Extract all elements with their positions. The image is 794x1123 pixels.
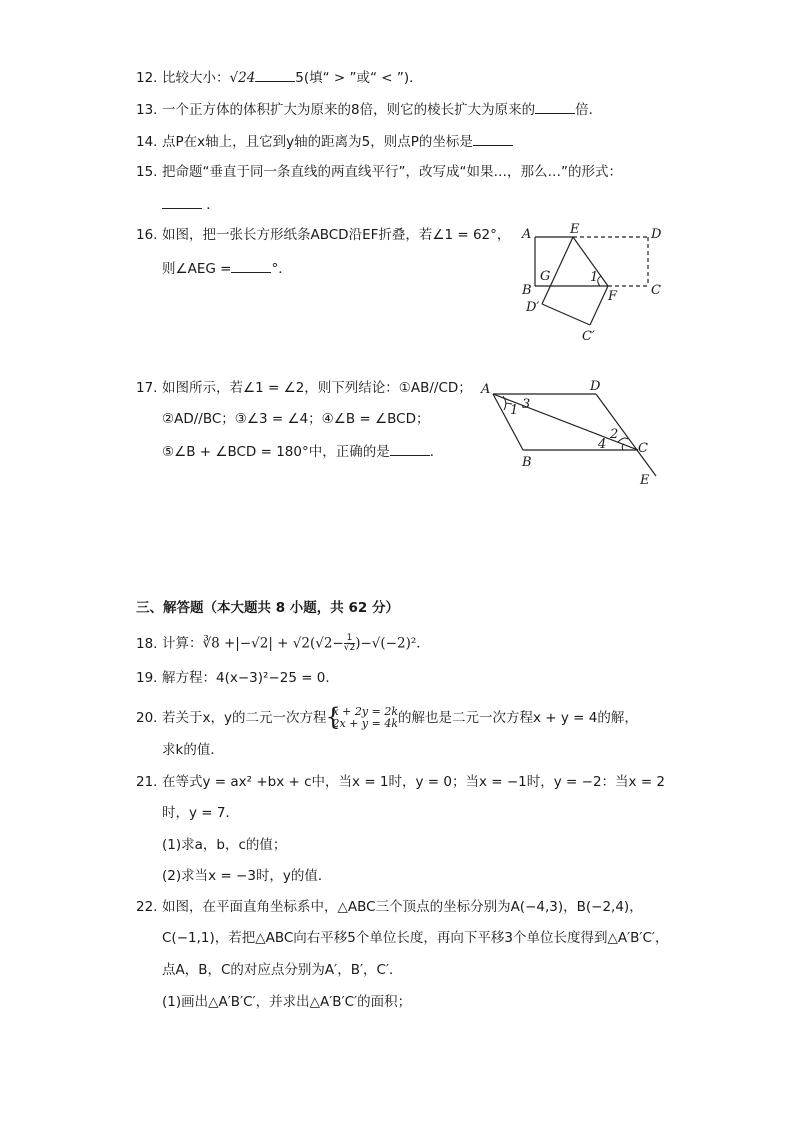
question-17: 17. 如图所示，若∠1 = ∠2，则下列结论：①AB//CD； bbox=[136, 380, 472, 396]
question-21-part-2: (2)求当x = −3时，y的值． bbox=[162, 868, 332, 884]
label-angle-1: 1 bbox=[510, 403, 519, 418]
label-B: B bbox=[522, 455, 532, 470]
question-16: 16. 如图，把一张长方形纸条ABCD沿EF折叠，若∠1 = 62°， bbox=[136, 227, 511, 243]
answer-blank bbox=[231, 258, 271, 273]
question-19: 19. 解方程：4(x−3)²−25 = 0． bbox=[136, 670, 339, 686]
label-C: C bbox=[638, 441, 648, 456]
question-18: 18. 计算：∛8 +|−√2| + √2(√2− $\frac{1}{√2}$ )−√(−2)²． bbox=[136, 633, 430, 653]
label-D: D bbox=[590, 379, 601, 394]
question-13: 13. 一个正方体的体积扩大为原来的8倍，则它的棱长扩大为原来的 倍． bbox=[136, 99, 602, 119]
question-15-blank-line: ． bbox=[162, 194, 220, 214]
question-22-part-1: (1)画出△A′B′C′，并求出△A′B′C′的面积； bbox=[162, 994, 412, 1010]
label-E: E bbox=[640, 473, 650, 488]
answer-blank bbox=[162, 194, 202, 209]
label-B: B bbox=[522, 283, 532, 298]
answer-blank bbox=[473, 131, 513, 146]
label-G: G bbox=[540, 269, 551, 284]
label-F: F bbox=[608, 289, 618, 304]
question-12: 12. 比较大小：√24 5(填“ > ”或“ < ”)． bbox=[136, 67, 423, 87]
question-20: 20. 若关于x，y的二元一次方程 { x + 2y = 2k 2x + y = 4k 的解也是二元一次方程x + y = 4的解， bbox=[136, 706, 638, 730]
section-heading: 三、解答题（本大题共 8 小题，共 62 分） bbox=[136, 600, 399, 616]
question-22-line-2: C(−1,1)，若把△ABC向右平移5个单位长度，再向下平移3个单位长度得到△A′B′C′， bbox=[162, 930, 669, 946]
label-angle-4: 4 bbox=[598, 437, 607, 452]
question-16-line-2: 则∠AEG = °． bbox=[162, 258, 292, 278]
question-15: 15. 把命题“垂直于同一条直线的两直线平行”，改写成“如果…，那么…”的形式： bbox=[136, 164, 622, 180]
label-A: A bbox=[481, 382, 491, 397]
figure-16-folding-diagram bbox=[510, 222, 670, 347]
fraction: $\frac{1}{√2}$ bbox=[343, 633, 356, 653]
label-D-prime: D′ bbox=[526, 300, 540, 315]
label-E: E bbox=[570, 222, 580, 237]
question-21-part-1: (1)求a，b，c的值； bbox=[162, 837, 287, 853]
label-angle-2: 2 bbox=[610, 427, 619, 442]
label-A: A bbox=[522, 227, 532, 242]
question-14: 14. 点P在x轴上，且它到y轴的距离为5，则点P的坐标是 bbox=[136, 131, 513, 151]
question-17-line-2: ②AD//BC；③∠3 = ∠4；④∠B = ∠BCD； bbox=[162, 411, 430, 427]
answer-blank bbox=[390, 441, 430, 456]
label-C-prime: C′ bbox=[582, 329, 595, 344]
question-22: 22. 如图，在平面直角坐标系中，△ABC三个顶点的坐标分别为A(−4,3)，B(−2,4)， bbox=[136, 899, 643, 915]
figure-17-parallelogram-diagram bbox=[478, 378, 668, 488]
label-C: C bbox=[651, 283, 661, 298]
question-21: 21. 在等式y = ax² +bx + c中，当x = 1时，y = 0；当x = −1时，y = −2：当x = 2 bbox=[136, 774, 666, 790]
label-angle-1: 1 bbox=[590, 270, 599, 285]
question-20-line-2: 求k的值． bbox=[162, 742, 224, 758]
answer-blank bbox=[255, 67, 295, 82]
question-21-line-2: 时，y = 7． bbox=[162, 805, 239, 821]
equation-system: { x + 2y = 2k 2x + y = 4k bbox=[326, 706, 398, 730]
question-22-line-3: 点A，B，C的对应点分别为A′，B′，C′． bbox=[162, 962, 403, 978]
label-angle-3: 3 bbox=[522, 397, 531, 412]
answer-blank bbox=[535, 99, 575, 114]
label-D: D bbox=[651, 227, 662, 242]
question-17-line-3: ⑤∠B + ∠BCD = 180°中，正确的是 ． bbox=[162, 441, 443, 461]
